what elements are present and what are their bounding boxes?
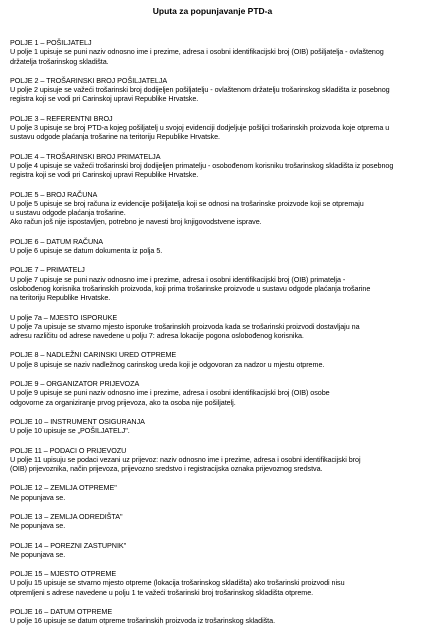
field-description-line: U polje 1 upisuje se puni naziv odnosno ime i prezime, adresa i osobni identifikacijski broj (OIB) pošiljatelja - ovlaštenog xyxy=(10,47,384,57)
field-description-line: adresu različitu od adrese navedene u polju 7: adresa lokacije pogona oslobođenog korisnika. xyxy=(10,331,304,341)
field-section xyxy=(10,483,415,502)
field-description-line: držatelja trošarinskog skladišta. xyxy=(10,56,109,66)
field-section xyxy=(10,512,415,531)
field-heading: POLJE 1 – POŠILJATELJ xyxy=(10,38,92,47)
field-description-line: na teritoriju Republike Hrvatske. xyxy=(10,293,111,303)
field-description-line: U polje 4 upisuje se važeći trošarinski broj dodijeljen primatelju - osobođenom korisniku trošarinskog skladišta iz posebnog xyxy=(10,160,394,170)
field-heading: POLJE 15 – MJESTO OTPREME xyxy=(10,569,117,579)
field-description-line: oslobođenog korisnika trošarinskih proizvoda, koji prima trošarinske proizvode u sustavu odgode plaćanja trošarine xyxy=(10,283,371,293)
field-description-line: Ne popunjava se. xyxy=(10,521,66,531)
field-description-line: U polje 9 upisuje se puni naziv odnosno ime i prezime, adresa i osobni identifikacijski broj (OIB) osobe xyxy=(10,388,330,398)
field-section xyxy=(10,265,415,302)
field-description-line: U polje 7a upisuje se stvarno mjesto isporuke trošarinskih proizvoda kada se trošarinski proizvodi dostavljaju na xyxy=(10,321,360,331)
field-heading: POLJE 10 – INSTRUMENT OSIGURANJA xyxy=(10,416,145,426)
document-title: Uputa za popunjavanje PTD-a xyxy=(152,6,273,16)
field-section xyxy=(10,38,415,66)
field-section xyxy=(10,313,415,341)
field-description-line: u sustavu odgode plaćanja trošarine. xyxy=(10,208,126,218)
field-heading: POLJE 14 – POREZNI ZASTUPNIK" xyxy=(10,540,127,550)
field-heading: POLJE 2 – TROŠARINSKI BROJ POŠILJATELJA xyxy=(10,75,168,85)
field-section xyxy=(10,541,415,560)
field-heading: POLJE 9 – ORGANIZATOR PRIJEVOZA xyxy=(10,379,140,389)
field-section xyxy=(10,350,415,369)
field-heading: POLJE 3 – REFERENTNI BROJ xyxy=(10,113,113,123)
field-description-line: U polje 3 upisuje se broj PTD-a kojeg pošiljatelj u svojoj evidenciji dodjeljuje pošiljci trošarinskih proizvoda koje otprema u xyxy=(10,123,390,133)
field-section xyxy=(10,152,415,180)
field-description-line: odgovorne za organiziranje prvog prijevoza, ako ta osoba nije pošiljatelj. xyxy=(10,397,236,407)
field-heading: POLJE 6 – DATUM RAČUNA xyxy=(10,236,104,246)
field-section xyxy=(10,237,415,256)
field-description-line: registra koji se vodi pri Carinskoj upravi Republike Hrvatske. xyxy=(10,170,199,180)
field-heading: POLJE 5 – BROJ RAČUNA xyxy=(10,189,98,199)
field-section xyxy=(10,190,415,227)
field-description-line: U polje 11 upisuju se podaci vezani uz prijevoz: naziv odnosno ime i prezime, adresa i osobni identifikacijski broj xyxy=(10,454,361,464)
field-section xyxy=(10,379,415,407)
field-description-line: U polje 10 upisuje se „POŠILJATELJ". xyxy=(10,426,130,436)
field-description-line: Ne popunjava se. xyxy=(10,549,66,559)
field-description-line: Ne popunjava se. xyxy=(10,492,66,502)
sections-container xyxy=(10,38,415,626)
field-heading: POLJE 4 – TROŠARINSKI BROJ PRIMATELJA xyxy=(10,151,161,161)
field-description-line: U polje 5 upisuje se broj računa iz evidencije pošiljatelja koji se odnosi na trošarinske proizvode koji se otpremaju xyxy=(10,198,364,208)
field-heading: U polje 7a – MJESTO ISPORUKE xyxy=(10,312,118,322)
field-description-line: sustavu odgode plaćanja trošarine na teritoriju Republike Hrvatske. xyxy=(10,132,220,142)
field-heading: POLJE 7 – PRIMATELJ xyxy=(10,265,85,275)
field-section xyxy=(10,569,415,597)
field-description-line: (OIB) prijevoznika, način prijevoza, prijevozno sredstvo i registracijska oznaka prijevoznog sredstva. xyxy=(10,464,323,474)
field-section xyxy=(10,114,415,142)
field-description-line: U polje 7 upisuje se puni naziv odnosno ime i prezime, adresa i osobni identifikacijski broj (OIB) primatelja - xyxy=(10,274,346,284)
field-description-line: U polje 8 upisuje se naziv nadležnog carinskog ureda koji je odgovoran za nadzor u mjestu otpreme. xyxy=(10,359,325,369)
field-heading: POLJE 12 – ZEMLJA OTPREME" xyxy=(10,483,117,493)
field-section xyxy=(10,417,415,436)
field-heading: POLJE 16 – DATUM OTPREME xyxy=(10,607,113,617)
field-section xyxy=(10,446,415,474)
field-description-line: U polje 16 upisuje se datum otpreme trošarinskih proizvoda iz trošarinskog skladišta. xyxy=(10,616,276,626)
field-heading: POLJE 13 – ZEMLJA ODREDIŠTA" xyxy=(10,511,123,521)
field-heading: POLJE 11 – PODACI O PRIJEVOZU xyxy=(10,445,127,455)
field-section xyxy=(10,607,415,626)
field-description-line: otpremljeni s adrese navedene u polju 1 te važeći trošarinski broj trošarinskog skladišta otpreme. xyxy=(10,587,314,597)
field-description-line: registra koji se vodi pri Carinskoj upravi Republike Hrvatske. xyxy=(10,94,199,104)
field-description-line: U polju 15 upisuje se stvarno mjesto otpreme (lokacija trošarinskog skladišta) ako trošarinski proizvodi nisu xyxy=(10,578,345,588)
field-section xyxy=(10,76,415,104)
field-description-line: U polje 2 upisuje se važeći trošarinski broj dodijeljen pošiljatelju - ovlaštenom držatelju trošarinskog skladišta iz posebnog xyxy=(10,85,390,95)
field-description-line: U polje 6 upisuje se datum dokumenta iz polja 5. xyxy=(10,246,163,256)
field-heading: POLJE 8 – NADLEŽNI CARINSKI URED OTPREME xyxy=(10,350,177,360)
field-description-line: Ako račun još nije ispostavljen, potrebno je navesti broj knjigovodstvene isprave. xyxy=(10,217,262,227)
